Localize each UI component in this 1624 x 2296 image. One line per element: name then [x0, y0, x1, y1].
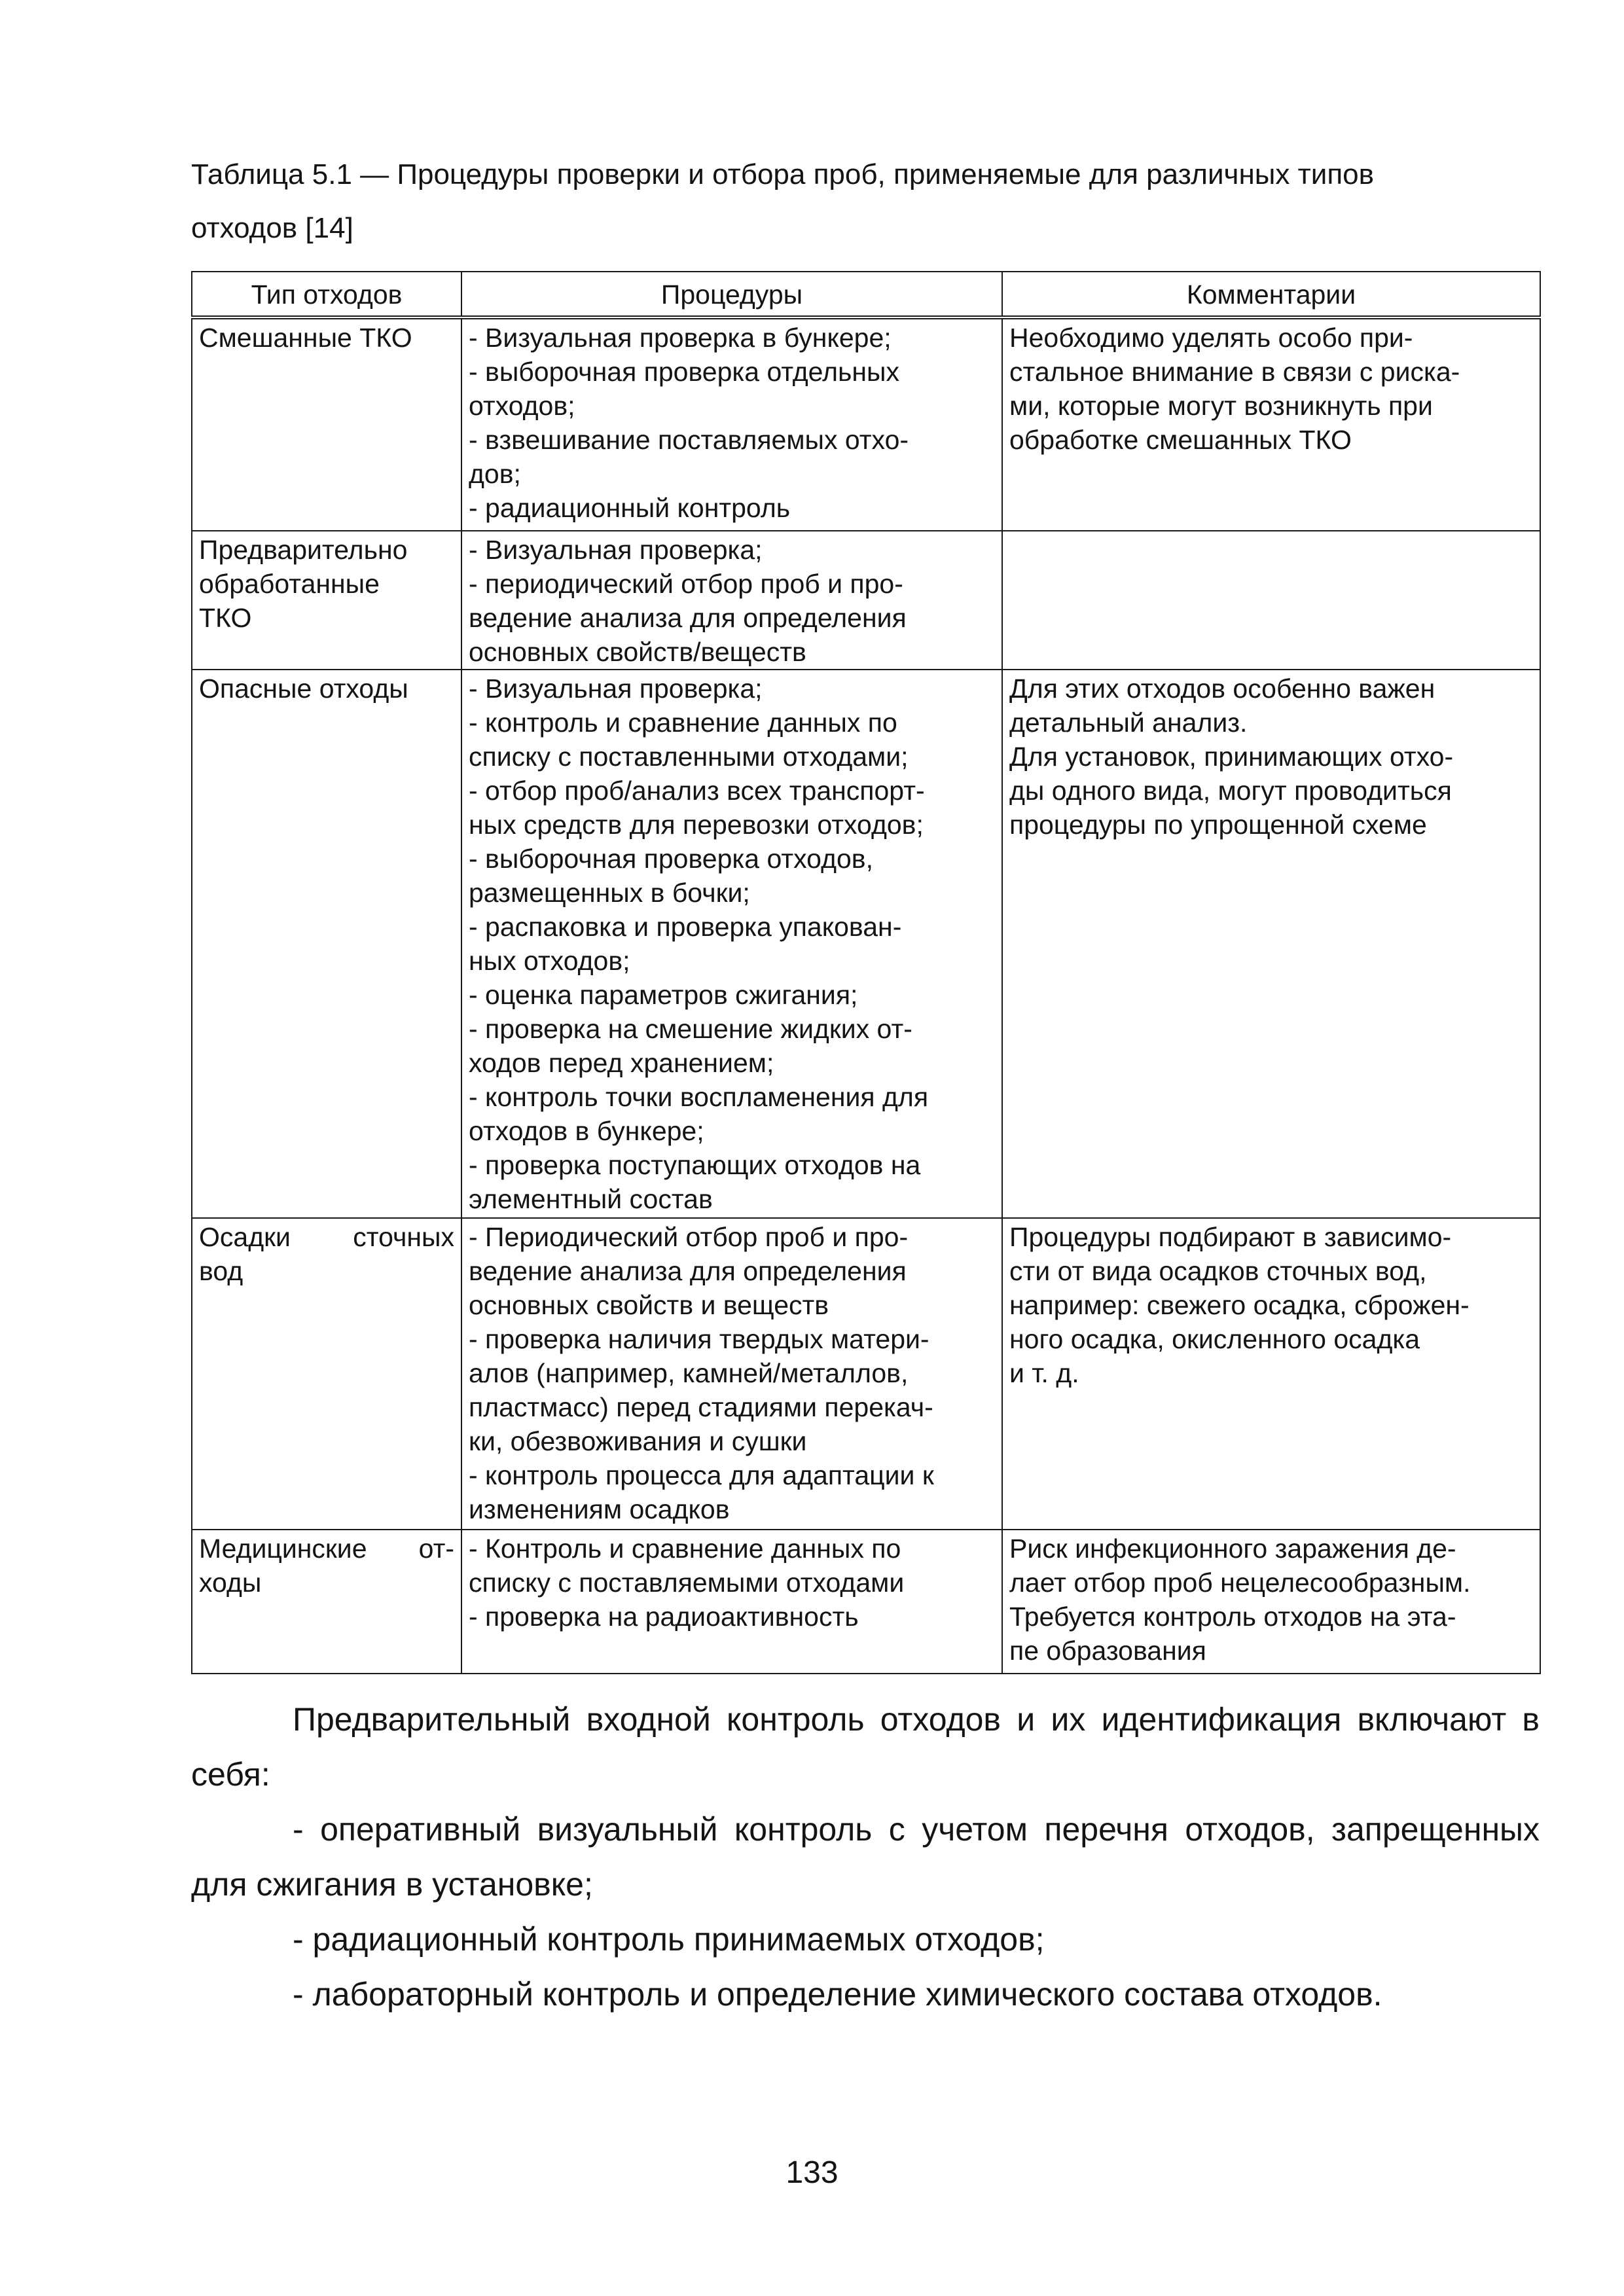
header-comments: Комментарии: [1002, 272, 1540, 317]
cell-line: например: свежего осадка, сброжен-: [1009, 1290, 1470, 1320]
cell-line: и т. д.: [1009, 1358, 1079, 1388]
cell-line: основных свойств и веществ: [469, 1290, 829, 1320]
cell-procedures: [461, 670, 1002, 1218]
cell-line: отходов в бункере;: [469, 1116, 704, 1146]
cell-line: Для установок, принимающих отхо-: [1009, 742, 1454, 772]
table-row: [192, 1530, 1540, 1674]
cell-procedures: [461, 531, 1002, 670]
cell-line: - взвешивание поставляемых отхо-: [469, 425, 909, 455]
cell-waste-type: [192, 1218, 461, 1530]
paragraph: - лабораторный контроль и определение химического состава отходов.: [293, 1976, 1382, 2013]
cell-line: - Периодический отбор проб и про-: [469, 1222, 909, 1252]
cell-line: - выборочная проверка отдельных: [469, 357, 900, 387]
cell-line: сти от вида осадков сточных вод,: [1009, 1256, 1427, 1286]
cell-waste-type: [192, 317, 461, 531]
paragraph: - оперативный визуальный контроль с учетом перечня отходов, запрещенных для сжигания в установке;: [191, 1811, 1540, 1903]
cell-line: пе образования: [1009, 1636, 1206, 1666]
cell-line: ТКО: [199, 603, 252, 633]
cell-line: Процедуры подбирают в зависимо-: [1009, 1222, 1452, 1252]
cell-line: - радиационный контроль: [469, 493, 791, 523]
cell-line: основных свойств/веществ: [469, 637, 806, 667]
cell-line: Опасные отходы: [199, 673, 408, 704]
cell-line: ных отходов;: [469, 946, 630, 976]
cell-line: списку с поставляемыми отходами: [469, 1568, 905, 1598]
cell-comments: [1002, 1218, 1540, 1530]
cell-line: ходов перед хранением;: [469, 1048, 774, 1078]
header-procedures: Процедуры: [461, 272, 1002, 317]
cell-comments: [1002, 317, 1540, 531]
cell-line: - Визуальная проверка;: [469, 535, 763, 565]
cell-line: Требуется контроль отходов на эта-: [1009, 1602, 1456, 1632]
cell-line: ды одного вида, могут проводиться: [1009, 776, 1452, 806]
cell-line: ного осадка, окисленного осадка: [1009, 1324, 1420, 1354]
cell-line: Осадки сточных: [199, 1222, 454, 1252]
cell-line: - распаковка и проверка упакован-: [469, 912, 902, 942]
cell-waste-type: [192, 1530, 461, 1674]
cell-line: лает отбор проб нецелесообразным.: [1009, 1568, 1471, 1598]
cell-line: Медицинские от-: [199, 1534, 454, 1564]
table-caption: [191, 148, 1540, 255]
cell-line: - оценка параметров сжигания;: [469, 980, 858, 1010]
cell-line: - проверка поступающих отходов на: [469, 1150, 921, 1180]
cell-line: Для этих отходов особенно важен: [1009, 673, 1435, 704]
cell-procedures: [461, 1530, 1002, 1674]
cell-procedures: [461, 317, 1002, 531]
cell-waste-type: [192, 670, 461, 1218]
cell-line: отходов;: [469, 391, 575, 421]
cell-comments: [1002, 1530, 1540, 1674]
cell-line: - контроль процесса для адаптации к: [469, 1460, 934, 1490]
procedures-table: [191, 271, 1541, 1674]
cell-line: обработке смешанных ТКО: [1009, 425, 1352, 455]
cell-line: ки, обезвоживания и сушки: [469, 1426, 807, 1456]
cell-line: пластмасс) перед стадиями перекач-: [469, 1392, 933, 1422]
cell-procedures: [461, 1218, 1002, 1530]
cell-line: обработанные: [199, 569, 380, 599]
cell-line: вод: [199, 1256, 244, 1286]
page-number: 133: [785, 2155, 839, 2190]
cell-line: изменениям осадков: [469, 1494, 730, 1524]
cell-line: ведение анализа для определения: [469, 603, 907, 633]
table-caption-line-2: отходов [14]: [191, 212, 353, 244]
cell-line: дов;: [469, 459, 521, 489]
body-text: [191, 1692, 1540, 2022]
cell-line: - Контроль и сравнение данных по: [469, 1534, 901, 1564]
cell-line: - проверка наличия твердых матери-: [469, 1324, 929, 1354]
table-caption-line-1: Таблица 5.1 — Процедуры проверки и отбора проб, применяемые для различных типов: [191, 158, 1375, 190]
cell-line: детальный анализ.: [1009, 708, 1248, 738]
cell-line: Риск инфекционного заражения де-: [1009, 1534, 1456, 1564]
cell-line: - проверка на радиоактивность: [469, 1602, 859, 1632]
cell-line: элементный состав: [469, 1184, 713, 1214]
cell-line: Необходимо уделять особо при-: [1009, 323, 1413, 353]
cell-comments: [1002, 670, 1540, 1218]
table-row: [192, 531, 1540, 670]
cell-line: - периодический отбор проб и про-: [469, 569, 903, 599]
cell-line: - Визуальная проверка в бункере;: [469, 323, 892, 353]
cell-line: стальное внимание в связи с риска-: [1009, 357, 1460, 387]
cell-line: - Визуальная проверка;: [469, 673, 763, 704]
table-row: [192, 317, 1540, 531]
cell-line: размещенных в бочки;: [469, 878, 750, 908]
paragraph: - радиационный контроль принимаемых отходов;: [293, 1921, 1045, 1958]
cell-line: - контроль точки воспламенения для: [469, 1082, 929, 1112]
cell-comments: [1002, 531, 1540, 670]
header-waste-type: Тип отходов: [192, 272, 461, 317]
cell-line: ных средств для перевозки отходов;: [469, 810, 924, 840]
table-row: [192, 670, 1540, 1218]
cell-line: ведение анализа для определения: [469, 1256, 907, 1286]
cell-line: Смешанные ТКО: [199, 323, 412, 353]
cell-line: - контроль и сравнение данных по: [469, 708, 897, 738]
cell-line: алов (например, камней/металлов,: [469, 1358, 909, 1388]
cell-line: ходы: [199, 1568, 262, 1598]
cell-waste-type: [192, 531, 461, 670]
cell-line: - проверка на смешение жидких от-: [469, 1014, 912, 1044]
table-header-row: [192, 272, 1540, 317]
table-row: [192, 1218, 1540, 1530]
cell-line: процедуры по упрощенной схеме: [1009, 810, 1427, 840]
cell-line: - отбор проб/анализ всех транспорт-: [469, 776, 925, 806]
cell-line: списку с поставленными отходами;: [469, 742, 909, 772]
cell-line: Предварительно: [199, 535, 408, 565]
paragraph: Предварительный входной контроль отходов и их идентификация включают в себя:: [191, 1701, 1540, 1793]
cell-line: ми, которые могут возникнуть при: [1009, 391, 1433, 421]
cell-line: - выборочная проверка отходов,: [469, 844, 873, 874]
